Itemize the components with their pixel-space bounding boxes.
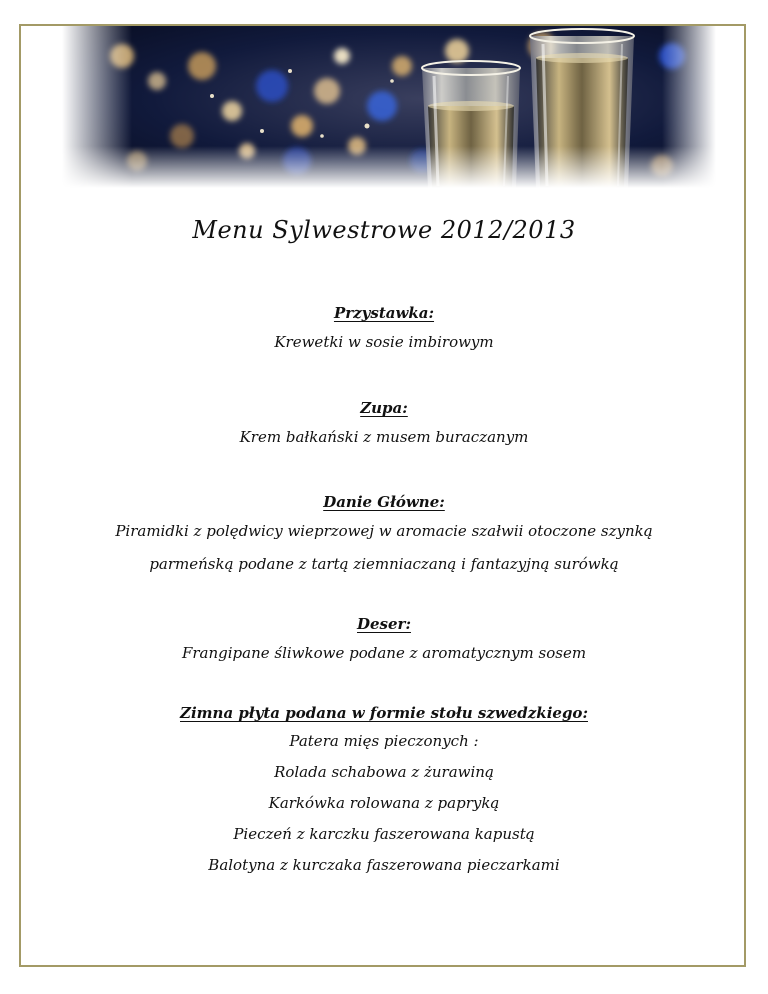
course-heading: Zupa:	[360, 399, 408, 417]
dish-item: Pieczeń z karczku faszerowana kapustą	[233, 825, 535, 843]
dish-item: Balotyna z kurczaka faszerowana pieczarkami	[208, 856, 560, 874]
dish-item: Piramidki z polędwicy wieprzowej w aromacie szałwii otoczone szynką	[115, 522, 653, 540]
dish-item: parmeńską podane z tartą ziemniaczaną i fantazyjną surówką	[149, 555, 619, 573]
course-cold-buffet	[0, 700, 768, 881]
menu-title: Menu Sylwestrowe 2012/2013	[192, 216, 576, 244]
dish-item: Karkówka rolowana z papryką	[268, 794, 500, 812]
course-main	[0, 489, 768, 581]
dish-item: Krewetki w sosie imbirowym	[274, 333, 494, 351]
course-soup	[0, 395, 768, 453]
dish-item: Frangipane śliwkowe podane z aromatycznym sosem	[181, 644, 587, 662]
course-dessert	[0, 611, 768, 669]
course-heading: Deser:	[357, 615, 411, 633]
dish-item: Patera mięs pieczonych :	[289, 732, 479, 750]
dish-item: Rolada schabowa z żurawiną	[274, 763, 494, 781]
course-heading: Przystawka:	[333, 304, 435, 322]
course-heading: Danie Główne:	[323, 493, 445, 511]
course-starter	[0, 300, 768, 358]
dish-item: Krem bałkański z musem buraczanym	[239, 428, 529, 446]
menu-body	[0, 300, 768, 881]
course-heading: Zimna płyta podana w formie stołu szwedzkiego:	[180, 704, 588, 722]
champagne-banner-image	[62, 26, 716, 188]
